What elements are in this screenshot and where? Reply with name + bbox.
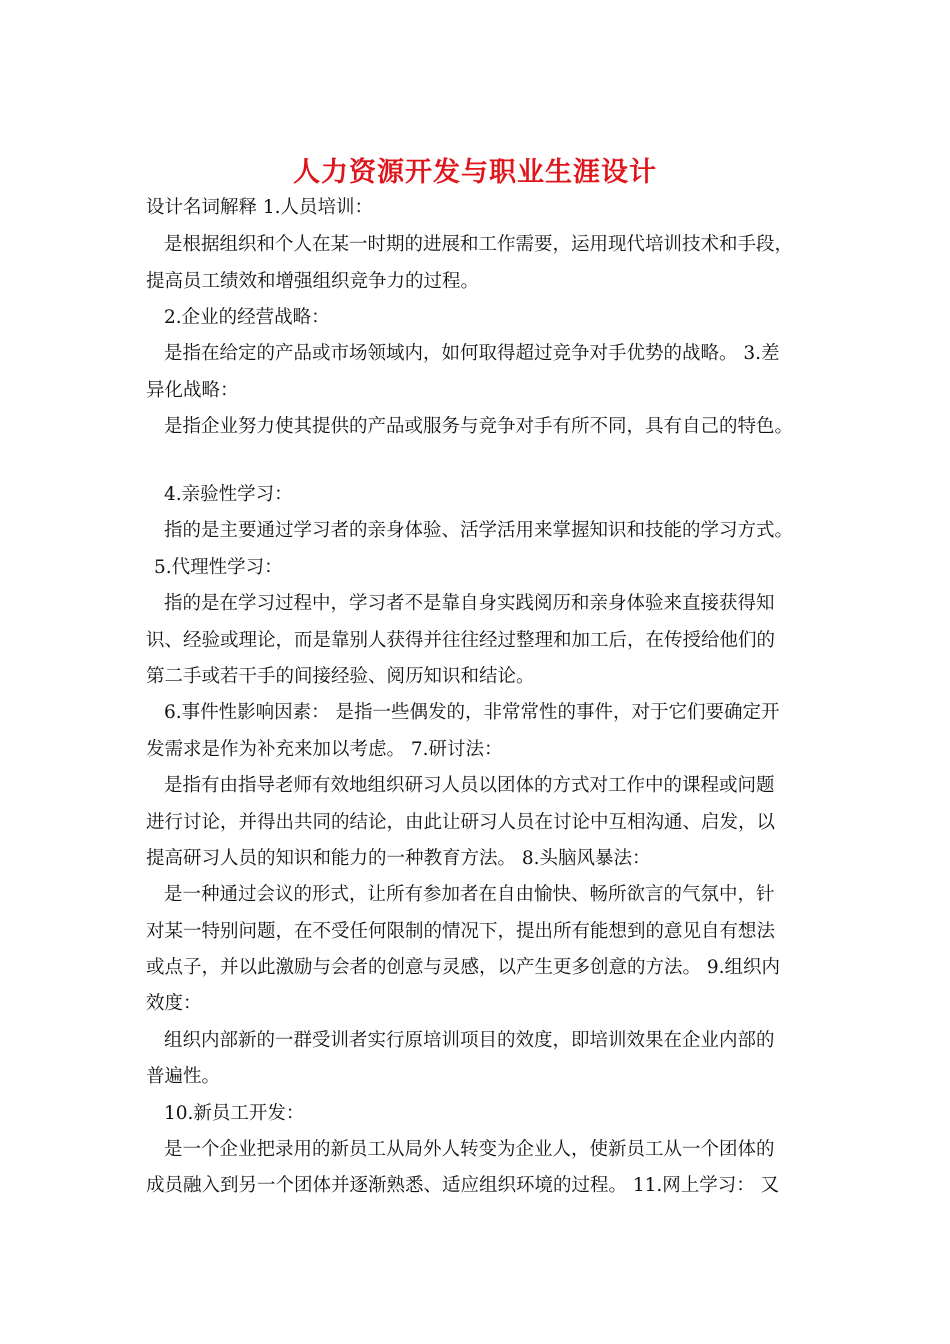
text-line: 识、经验或理论，而是靠别人获得并往往经过整理和加工后，在传授给他们的 (146, 630, 776, 651)
text-line: 异化战略： (146, 380, 239, 401)
text-line: 对某一特别问题，在不受任何限制的情况下，提出所有能想到的意见自有想法 (146, 921, 776, 942)
document-title: 人力资源开发与职业生涯设计 (293, 157, 657, 188)
text-line: 发需求是作为补充来加以考虑。 7.研讨法： (146, 739, 503, 760)
text-line: 普遍性。 (146, 1066, 221, 1087)
text-line: 组织内部新的一群受训者实行原培训项目的效度，即培训效果在企业内部的 (164, 1030, 775, 1051)
text-line: 是指在给定的产品或市场领域内，如何取得超过竞争对手优势的战略。 3.差 (164, 343, 780, 364)
text-line: 效度： (146, 993, 202, 1014)
text-line: 成员融入到另一个团体并逐渐熟悉、适应组织环境的过程。 11.网上学习： 又 (146, 1175, 780, 1196)
text-line: 或点子，并以此激励与会者的创意与灵感，以产生更多创意的方法。 9.组织内 (146, 957, 781, 978)
text-line: 提高员工绩效和增强组织竞争力的过程。 (146, 271, 480, 292)
text-line: 指的是主要通过学习者的亲身体验、活学活用来掌握知识和技能的学习方式。 (164, 520, 794, 541)
text-line: 5.代理性学习： (154, 557, 283, 578)
text-line: 第二手或若干手的间接经验、阅历知识和结论。 (146, 666, 535, 687)
text-line: 4.亲验性学习： (164, 484, 293, 505)
text-line: 设计名词解释 1.人员培训： (146, 197, 374, 218)
text-line: 6.事件性影响因素： 是指一些偶发的，非常常性的事件，对于它们要确定开 (164, 702, 780, 723)
text-line: 是指有由指导老师有效地组织研习人员以团体的方式对工作中的课程或问题 (164, 775, 775, 796)
text-line: 指的是在学习过程中，学习者不是靠自身实践阅历和亲身体验来直接获得知 (164, 593, 775, 614)
text-line: 10.新员工开发： (164, 1103, 305, 1124)
text-line: 是指企业努力使其提供的产品或服务与竞争对手有所不同，具有自己的特色。 (164, 416, 794, 437)
text-line: 是根据组织和个人在某一时期的进展和工作需要，运用现代培训技术和手段， (164, 234, 794, 255)
text-line: 是一个企业把录用的新员工从局外人转变为企业人，使新员工从一个团体的 (164, 1139, 775, 1160)
text-line: 提高研习人员的知识和能力的一种教育方法。 8.头脑风暴法： (146, 848, 651, 869)
text-line: 进行讨论，并得出共同的结论，由此让研习人员在讨论中互相沟通、启发，以 (146, 812, 776, 833)
text-line: 是一种通过会议的形式，让所有参加者在自由愉快、畅所欲言的气氛中，针 (164, 884, 775, 905)
text-line: 2.企业的经营战略： (164, 307, 330, 328)
